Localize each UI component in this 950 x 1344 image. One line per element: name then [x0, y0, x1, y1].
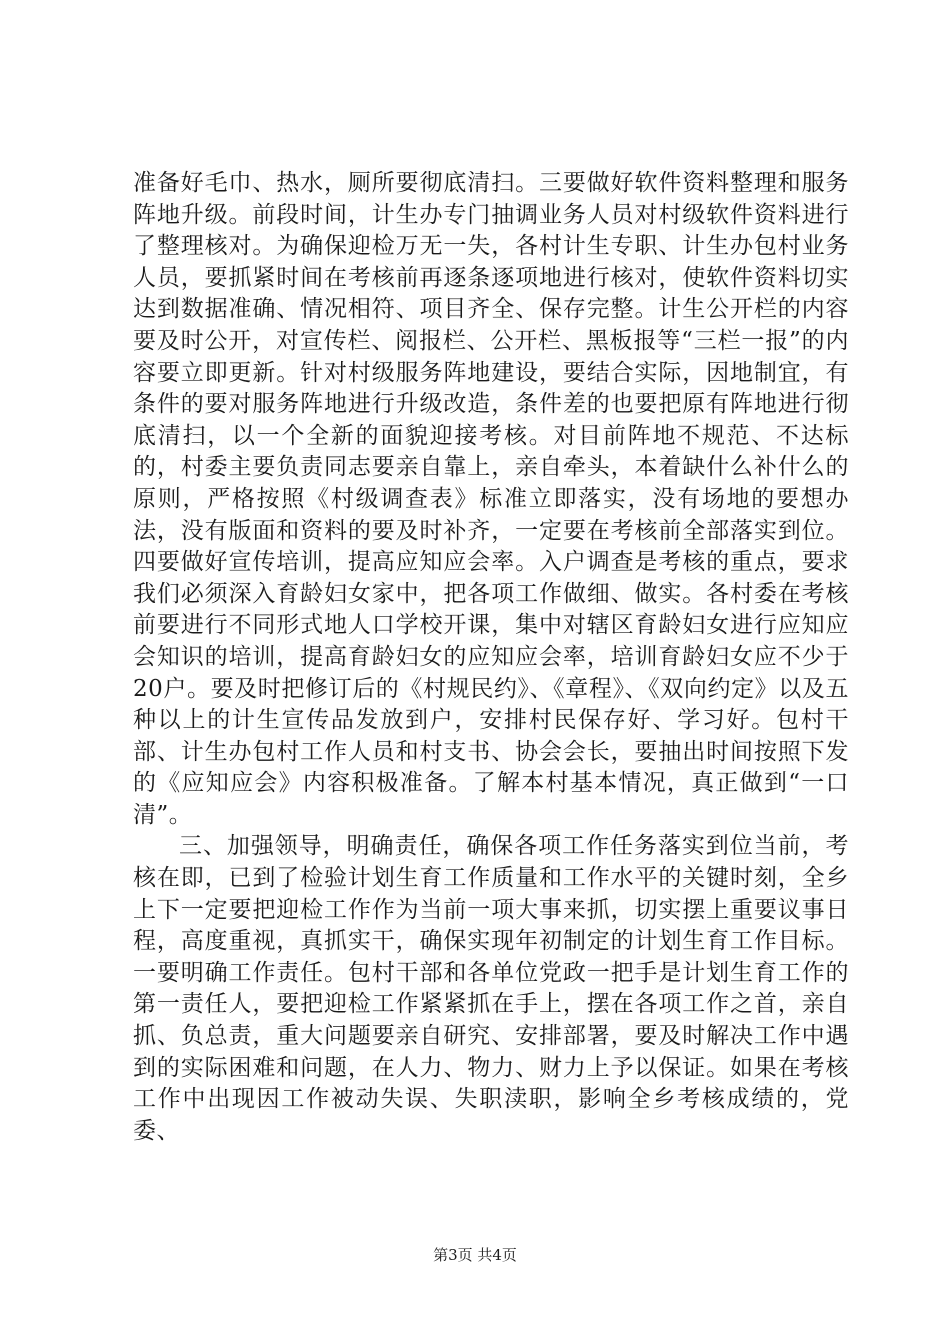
- body-paragraph-2: 三、加强领导，明确责任，确保各项工作任务落实到位当前，考核在即，已到了检验计划生育工作质量和工作水平的关键时刻，全乡上下一定要把迎检工作作为当前一项大事来抓，切实摆上重要议事日程，高度重视，真抓实干，确保实现年初制定的计划生育工作目标。一要明确工作责任。包村干部和各单位党政一把手是计划生育工作的第一责任人，要把迎检工作紧紧抓在手上，摆在各项工作之首，亲自抓、负总责，重大问题要亲自研究、安排部署，要及时解决工作中遇到的实际困难和问题，在人力、物力、财力上予以保证。如果在考核工作中出现因工作被动失误、失职渎职，影响全乡考核成绩的，党委、: [133, 833, 849, 1144]
- page-number-footer: 第3页 共4页: [433, 1246, 517, 1264]
- body-paragraph-1: 准备好毛巾、热水，厕所要彻底清扫。三要做好软件资料整理和服务阵地升级。前段时间，计生办专门抽调业务人员对村级软件资料进行了整理核对。为确保迎检万无一失，各村计生专职、计生办包村业务人员，要抓紧时间在考核前再逐条逐项地进行核对，使软件资料切实达到数据准确、情况相符、项目齐全、保存完整。计生公开栏的内容要及时公开，对宣传栏、阅报栏、公开栏、黑板报等“三栏一报”的内容要立即更新。针对村级服务阵地建设，要结合实际，因地制宜，有条件的要对服务阵地进行升级改造，条件差的也要把原有阵地进行彻底清扫，以一个全新的面貌迎接考核。对目前阵地不规范、不达标的，村委主要负责同志要亲自靠上，亲自牵头，本着缺什么补什么的原则，严格按照《村级调查表》标准立即落实，没有场地的要想办法，没有版面和资料的要及时补齐，一定要在考核前全部落实到位。四要做好宣传培训，提高应知应会率。入户调查是考核的重点，要求我们必须深入育龄妇女家中，把各项工作做细、做实。各村委在考核前要进行不同形式地人口学校开课，集中对辖区育龄妇女进行应知应会知识的培训，提高育龄妇女的应知应会率，培训育龄妇女应不少于20户。要及时把修订后的《村规民约》、《章程》、《双向约定》以及五种以上的计生宣传品发放到户，安排村民保存好、学习好。包村干部、计生办包村工作人员和村支书、协会会长，要抽出时间按照下发的《应知应会》内容积极准备。了解本村基本情况，真正做到“一口清”。: [133, 170, 849, 828]
- document-body: [133, 168, 849, 1147]
